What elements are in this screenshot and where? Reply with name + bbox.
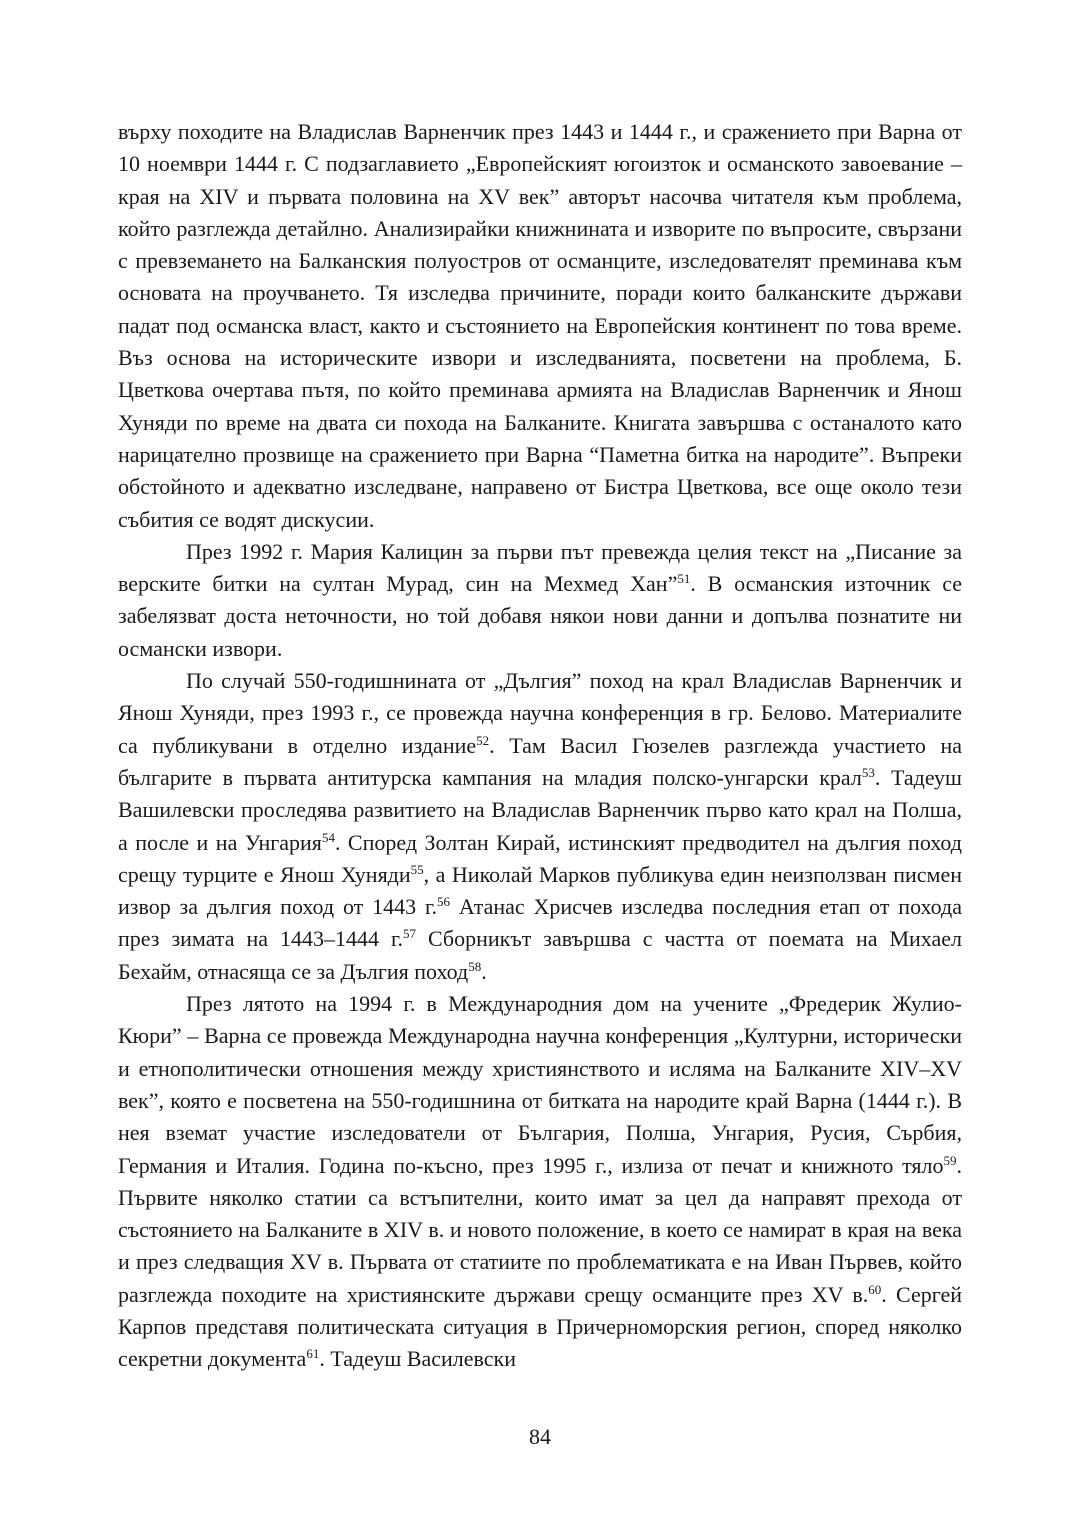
text-run: Атанас Хрисчев изследва последния етап от похода през зимата на 1443–1444 г. [118, 894, 963, 952]
text-run: По случай 550-годишнината от „Дългия” поход на крал Владислав Варненчик и Янош Хуняди, през 1993 г., се провежда научна конференция в гр. Белово. Материалите са публикувани в отделно издание [118, 668, 962, 758]
text-run: . Първите няколко статии са встъпителни, които имат за цел да направят прехода от състоянието на Балканите в XIV в. и новото положение, в което се намират в края на века и през следващия XV в. Първата от статиите по проблематиката е на Иван Първев, който разглежда походите на християнските държави срещу османците през XV в. [118, 1152, 962, 1307]
text-run: . [481, 958, 487, 984]
paragraph [118, 116, 962, 536]
text-run: През 1992 г. Мария Калицин за първи път превежда целия текст на „Писание за верските битки на султан Мурад, син на Мехмед Хан” [118, 538, 962, 597]
text-run: . Тадеуш Вашилевски проследява развитието на Владислав Варненчик първо като крал на Полша, а после и на Унгария [118, 764, 963, 855]
body-text [118, 116, 962, 1376]
text-run: върху походите на Владислав Варненчик през 1443 и 1444 г., и сражението при Варна от 10 ноември 1444 г. С подзаглавието „Европейският югоизток и османското завоевание – края на XIV и първата половина на XV век” авторът насочва читателя към проблема, който разглежда детайлно. Анализирайки книжнината и изворите по въпросите, свързани с превземането на Балканския полуостров от османците, изследователят преминава към основата на проучването. Тя изследва причините, поради които балканските държави падат под османска власт, както и състоянието на Европейския континент по това време. Въз основа на историческите извори и изследванията, посветени на проблема, Б. Цветкова очертава пътя, по който преминава армията на Владислав Варненчик и Янош Хуняди по време на двата си похода на Балканите. Книгата завършва с останалото като нарицателно прозвище на сражението при Варна “Паметна битка на народите”. Въпреки обстойното и адекватно изследване, направено от Бистра Цветкова, все още около тези събития се водят дискусии. [118, 119, 962, 532]
paragraph [118, 536, 962, 665]
text-run: Сборникът завършва с частта от поемата на Михаел Бехайм, отнасяща се за Дългия поход [118, 926, 963, 984]
text-run: , а Николай Марков публикува един неизползван писмен извор за дългия поход от 1443 г. [118, 861, 963, 920]
footnote-reference: 53 [861, 765, 875, 781]
text-run: . Сергей Карпов представя политическата ситуация в Причерноморския регион, според няколко секретни документа [118, 1281, 962, 1372]
footnote-reference: 51 [677, 571, 691, 587]
footnote-reference: 52 [476, 732, 490, 748]
footnote-reference: 55 [410, 862, 424, 878]
text-run: . Там Васил Гюзелев разглежда участието на българите в първата антитурска кампания на младия полско-унгарски крал [118, 732, 962, 790]
footnote-reference: 59 [943, 1152, 957, 1168]
paragraph [118, 665, 962, 988]
footnote-reference: 60 [868, 1281, 882, 1297]
text-run: През лятото на 1994 г. в Международния дом на учените „Фредерик Жулио-Кюри” – Варна се провежда Международна научна конференция „Културни, исторически и етнополитически отношения между християнството и исляма на Балканите XIV–XV век”, която е посветена на 550-годишнина от битката на народите край Варна (1444 г.). В нея вземат участие изследователи от България, Полша, Унгария, Русия, Сърбия, Германия и Италия. Година по-късно, през 1995 г., излиза от печат и книжното тяло [118, 991, 962, 1178]
footnote-reference: 56 [437, 894, 451, 910]
footnote-reference: 61 [306, 1346, 320, 1362]
text-run: . Според Золтан Кирай, истинският предводител на дългия поход срещу турците е Янош Хуняди [118, 829, 962, 887]
footnote-reference: 57 [403, 926, 417, 942]
text-run: . Тадеуш Василевски [319, 1346, 517, 1372]
footnote-reference: 58 [468, 958, 482, 974]
page-number: 84 [529, 1424, 551, 1449]
text-run: . В османския източник се забелязват доста неточности, но той добавя някои нови данни и допълва познатите ни османски извори. [118, 571, 962, 661]
paragraph [118, 988, 962, 1376]
footnote-reference: 54 [321, 829, 335, 845]
